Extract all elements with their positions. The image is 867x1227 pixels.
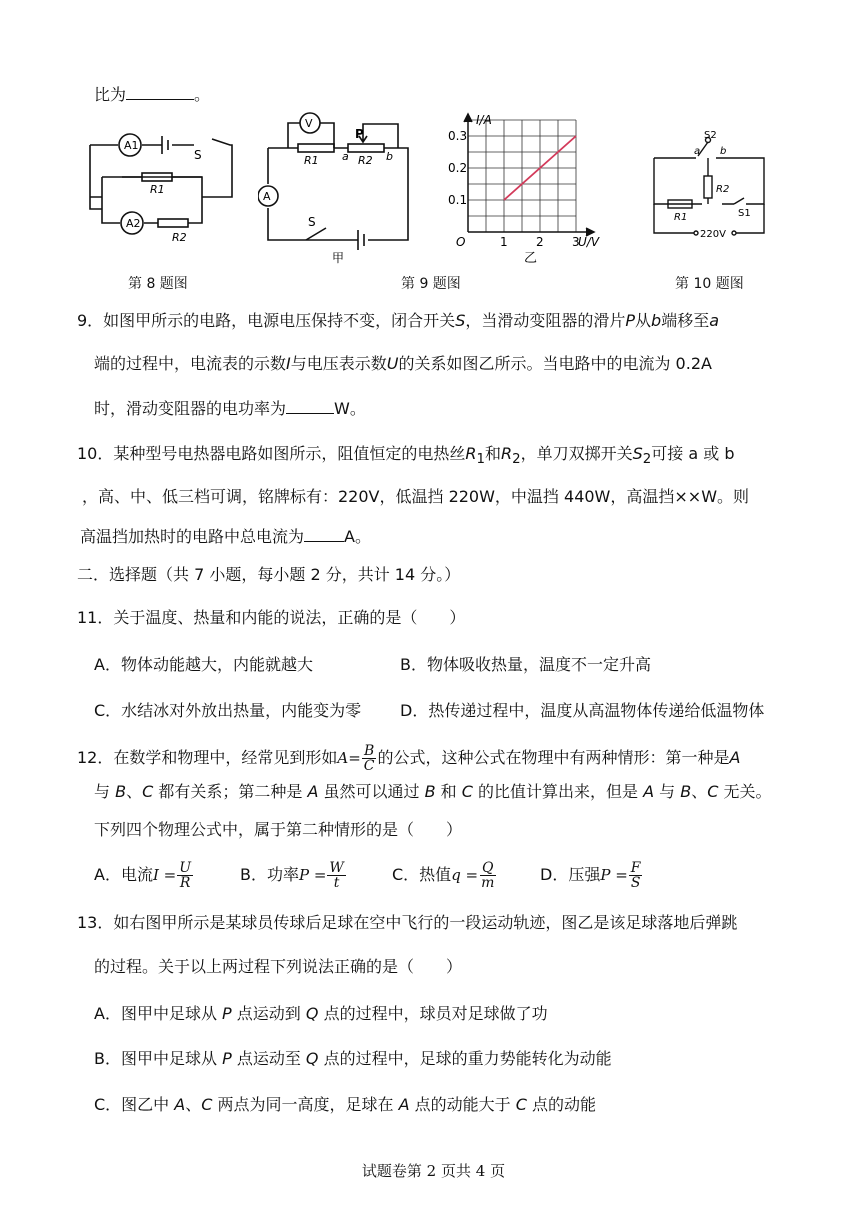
q12-var: C bbox=[461, 782, 473, 801]
r1-label: R1 bbox=[674, 212, 688, 223]
graph-i-u bbox=[448, 110, 618, 270]
q13-var: P bbox=[222, 1049, 232, 1068]
ammeter-a1-label: A1 bbox=[124, 139, 139, 152]
q10-subscript: 2 bbox=[512, 452, 521, 468]
section-2-heading: 二．选择题（共 7 小题，每小题 2 分，共计 14 分。） bbox=[77, 565, 461, 584]
figure-10-circuit bbox=[646, 130, 776, 250]
figure-yi-label: 乙 bbox=[524, 251, 538, 266]
q10-text: 高温挡加热时的电路中总电流为 bbox=[80, 527, 305, 546]
q8-tail-text: 比为 bbox=[94, 85, 127, 104]
origin-label: O bbox=[456, 235, 466, 249]
q10-text: 和 bbox=[484, 444, 501, 463]
q10-text: A。 bbox=[344, 527, 371, 546]
end-a-label: a bbox=[694, 146, 701, 157]
q13-text: 点的动能 bbox=[526, 1095, 596, 1114]
q12-line-2 bbox=[94, 781, 772, 803]
q12-var: A bbox=[307, 782, 319, 801]
fraction-numerator: W bbox=[329, 860, 344, 876]
q10-text: 10．某种型号电热器电路如图所示，阻值恒定的电热丝 bbox=[77, 444, 466, 463]
option-label: C．热值 bbox=[392, 865, 452, 884]
q13-text: 两点为同一高度，足球在 bbox=[212, 1095, 399, 1114]
fraction-denominator: R bbox=[179, 875, 191, 891]
q13-text: A．图甲中足球从 bbox=[94, 1004, 223, 1023]
figure-9-circuit bbox=[258, 108, 418, 268]
q13-var: Q bbox=[305, 1049, 319, 1068]
q13-var: A bbox=[174, 1095, 186, 1114]
ammeter-label: A bbox=[263, 190, 271, 203]
q12-option-d[interactable] bbox=[540, 856, 643, 894]
x-axis-label: U/V bbox=[578, 235, 600, 249]
end-a-label: a bbox=[342, 150, 349, 163]
y-tick-label: 0.1 bbox=[448, 193, 468, 207]
q12-text: 虽然可以通过 bbox=[318, 782, 425, 801]
q9-var-i: I bbox=[286, 354, 291, 373]
q13-var: C bbox=[515, 1095, 527, 1114]
formula-lhs: q = bbox=[451, 866, 479, 884]
q13-var: C bbox=[201, 1095, 213, 1114]
q9-text: 与电压表示数 bbox=[290, 354, 387, 373]
answer-blank[interactable] bbox=[126, 85, 194, 100]
answer-blank[interactable] bbox=[304, 527, 344, 542]
ammeter-a2-label: A2 bbox=[126, 217, 141, 230]
switch-s1-label: S1 bbox=[738, 208, 751, 219]
q12-text: 、 bbox=[126, 782, 143, 801]
q12-var: B bbox=[680, 782, 692, 801]
q12-var: B bbox=[424, 782, 436, 801]
q12-var: C bbox=[142, 782, 154, 801]
q10-text: 可接 a 或 b bbox=[651, 444, 735, 463]
q12-text: 12．在数学和物理中，经常见到形如 bbox=[77, 748, 338, 767]
q9-text: ，当滑动变阻器的滑片 bbox=[465, 311, 626, 330]
fraction-numerator: U bbox=[179, 860, 192, 876]
q10-subscript: 1 bbox=[476, 452, 485, 468]
q11-stem: 11．关于温度、热量和内能的说法，正确的是（ ） bbox=[77, 608, 466, 627]
answer-blank[interactable] bbox=[286, 399, 334, 414]
q9-text: 端移至 bbox=[661, 311, 710, 330]
figure-9-caption: 第 9 题图 bbox=[401, 276, 461, 292]
figure-10-caption: 第 10 题图 bbox=[675, 276, 744, 292]
fraction-denominator: C bbox=[363, 758, 375, 774]
figure-8-circuit bbox=[82, 125, 242, 245]
q10-text: ，单刀双掷开关 bbox=[520, 444, 633, 463]
figure-jia-label: 甲 bbox=[332, 251, 345, 265]
q13-text: 、 bbox=[185, 1095, 202, 1114]
q12-formula-fraction bbox=[362, 744, 377, 773]
r1-label: R1 bbox=[304, 154, 319, 167]
q12-option-a[interactable] bbox=[94, 856, 194, 894]
q9-var-p: P bbox=[625, 311, 636, 330]
q8-tail-line bbox=[94, 84, 210, 106]
fraction-numerator: F bbox=[630, 860, 641, 876]
r2-label: R2 bbox=[358, 154, 373, 167]
formula-lhs: P = bbox=[600, 866, 628, 884]
q12-var: B bbox=[115, 782, 127, 801]
r2-label: R2 bbox=[172, 231, 187, 244]
q13-stem-1: 13．如右图甲所示是某球员传球后足球在空中飞行的一段运动轨迹，图乙是该足球落地后弹跳 bbox=[77, 913, 738, 932]
q9-text: 的关系如图乙所示。当电路中的电流为 0.2A bbox=[398, 354, 712, 373]
q11-option-a[interactable]: A．物体动能越大，内能就越大 bbox=[94, 655, 313, 674]
q10-line-1 bbox=[77, 443, 735, 471]
q13-text: B．图甲中足球从 bbox=[94, 1049, 223, 1068]
end-b-label: b bbox=[720, 146, 727, 157]
q13-text: 点的过程中，球员对足球做了功 bbox=[318, 1004, 548, 1023]
fraction-denominator: m bbox=[481, 875, 495, 891]
formula-fraction bbox=[479, 861, 496, 890]
q13-text: 点运动到 bbox=[231, 1004, 306, 1023]
fraction-denominator: t bbox=[333, 875, 340, 891]
switch-s-label: S bbox=[194, 148, 202, 162]
q13-var: Q bbox=[305, 1004, 319, 1023]
x-tick-label: 3 bbox=[572, 235, 580, 249]
x-tick-label: 1 bbox=[500, 235, 508, 249]
q12-text: 无关。 bbox=[718, 782, 772, 801]
r2-label: R2 bbox=[716, 184, 730, 195]
q9-text: 时，滑动变阻器的电功率为 bbox=[94, 399, 287, 418]
fraction-numerator: B bbox=[363, 743, 375, 759]
q12-var-a: A bbox=[729, 748, 741, 767]
q13-option-b[interactable] bbox=[94, 1048, 612, 1070]
q10-var-s: S bbox=[632, 444, 643, 463]
page-footer: 试题卷第 2 页共 4 页 bbox=[361, 1162, 506, 1180]
q13-var: P bbox=[222, 1004, 232, 1023]
q10-var-r: R bbox=[501, 444, 513, 463]
switch-s2-label: S2 bbox=[704, 130, 717, 141]
q9-text: 端的过程中，电流表的示数 bbox=[94, 354, 287, 373]
q10-subscript: 2 bbox=[642, 452, 652, 468]
q12-text: 都有关系；第二种是 bbox=[153, 782, 308, 801]
q13-text: 点的动能大于 bbox=[409, 1095, 516, 1114]
fraction-numerator: Q bbox=[482, 860, 494, 876]
q9-line-2 bbox=[94, 353, 712, 375]
formula-lhs: P = bbox=[298, 866, 327, 884]
formula-lhs: I = bbox=[152, 866, 177, 884]
option-label: B．功率 bbox=[240, 865, 299, 884]
q12-text: 与 bbox=[94, 782, 116, 801]
q11-option-b[interactable]: B．物体吸收热量，温度不一定升高 bbox=[400, 655, 651, 674]
formula-fraction bbox=[327, 861, 345, 890]
formula-fraction bbox=[629, 861, 643, 890]
end-b-label: b bbox=[386, 150, 393, 163]
q12-line-3: 下列四个物理公式中，属于第二种情形的是（ ） bbox=[94, 820, 463, 839]
q12-var: A bbox=[643, 782, 655, 801]
supply-voltage-label: 220V bbox=[700, 229, 726, 240]
q13-var: A bbox=[398, 1095, 410, 1114]
formula-fraction bbox=[177, 861, 193, 890]
q9-text: 9．如图甲所示的电路，电源电压保持不变，闭合开关 bbox=[77, 311, 456, 330]
q9-text: 从 bbox=[635, 311, 652, 330]
q13-text: 点运动至 bbox=[231, 1049, 306, 1068]
q12-text: 与 bbox=[654, 782, 681, 801]
q10-line-2: ，高、中、低三档可调，铭牌标有：220V，低温挡 220W，中温挡 440W，高温挡××W。则 bbox=[82, 487, 750, 506]
voltmeter-label: V bbox=[305, 117, 313, 130]
y-tick-label: 0.2 bbox=[448, 161, 468, 175]
q12-text: 的公式，这种公式在物理中有两种情形：第一种是 bbox=[377, 748, 730, 767]
r1-label: R1 bbox=[150, 183, 165, 196]
fraction-denominator: S bbox=[630, 875, 641, 891]
q12-var: C bbox=[707, 782, 719, 801]
q13-text: C．图乙中 bbox=[94, 1095, 175, 1114]
q12-text: 的比值计算出来，但是 bbox=[472, 782, 644, 801]
figure-8-caption: 第 8 题图 bbox=[128, 276, 188, 292]
q9-line-3 bbox=[94, 398, 366, 420]
option-label: D．压强 bbox=[540, 865, 601, 884]
q12-option-b[interactable] bbox=[240, 856, 347, 894]
q13-option-c[interactable] bbox=[94, 1094, 596, 1116]
q13-stem-2: 的过程。关于以上两过程下列说法正确的是（ ） bbox=[94, 957, 463, 976]
q11-option-d[interactable]: D．热传递过程中，温度从高温物体传递给低温物体 bbox=[400, 701, 765, 720]
q12-option-c[interactable] bbox=[392, 856, 497, 894]
option-label: A．电流 bbox=[94, 865, 153, 884]
q12-formula-lhs: A= bbox=[337, 749, 361, 767]
q12-line-1 bbox=[77, 740, 740, 776]
q13-option-a[interactable] bbox=[94, 1003, 548, 1025]
q12-text: 和 bbox=[435, 782, 462, 801]
q10-var-r: R bbox=[465, 444, 477, 463]
q10-line-3 bbox=[80, 526, 371, 548]
q9-line-1 bbox=[77, 310, 719, 332]
q9-var-u: U bbox=[386, 354, 399, 373]
x-tick-label: 2 bbox=[536, 235, 544, 249]
q8-tail-end: 。 bbox=[194, 85, 211, 104]
q9-var-a: a bbox=[709, 311, 720, 330]
q9-var-s: S bbox=[455, 311, 466, 330]
q12-text: 、 bbox=[691, 782, 708, 801]
y-tick-label: 0.3 bbox=[448, 129, 468, 143]
q9-var-b: b bbox=[651, 311, 662, 330]
switch-s-label: S bbox=[308, 215, 316, 229]
q11-option-c[interactable]: C．水结冰对外放出热量，内能变为零 bbox=[94, 701, 362, 720]
q13-text: 点的过程中，足球的重力势能转化为动能 bbox=[318, 1049, 612, 1068]
slider-p-label: P bbox=[355, 127, 364, 141]
y-axis-label: I/A bbox=[476, 113, 492, 127]
q9-text: W。 bbox=[334, 399, 366, 418]
